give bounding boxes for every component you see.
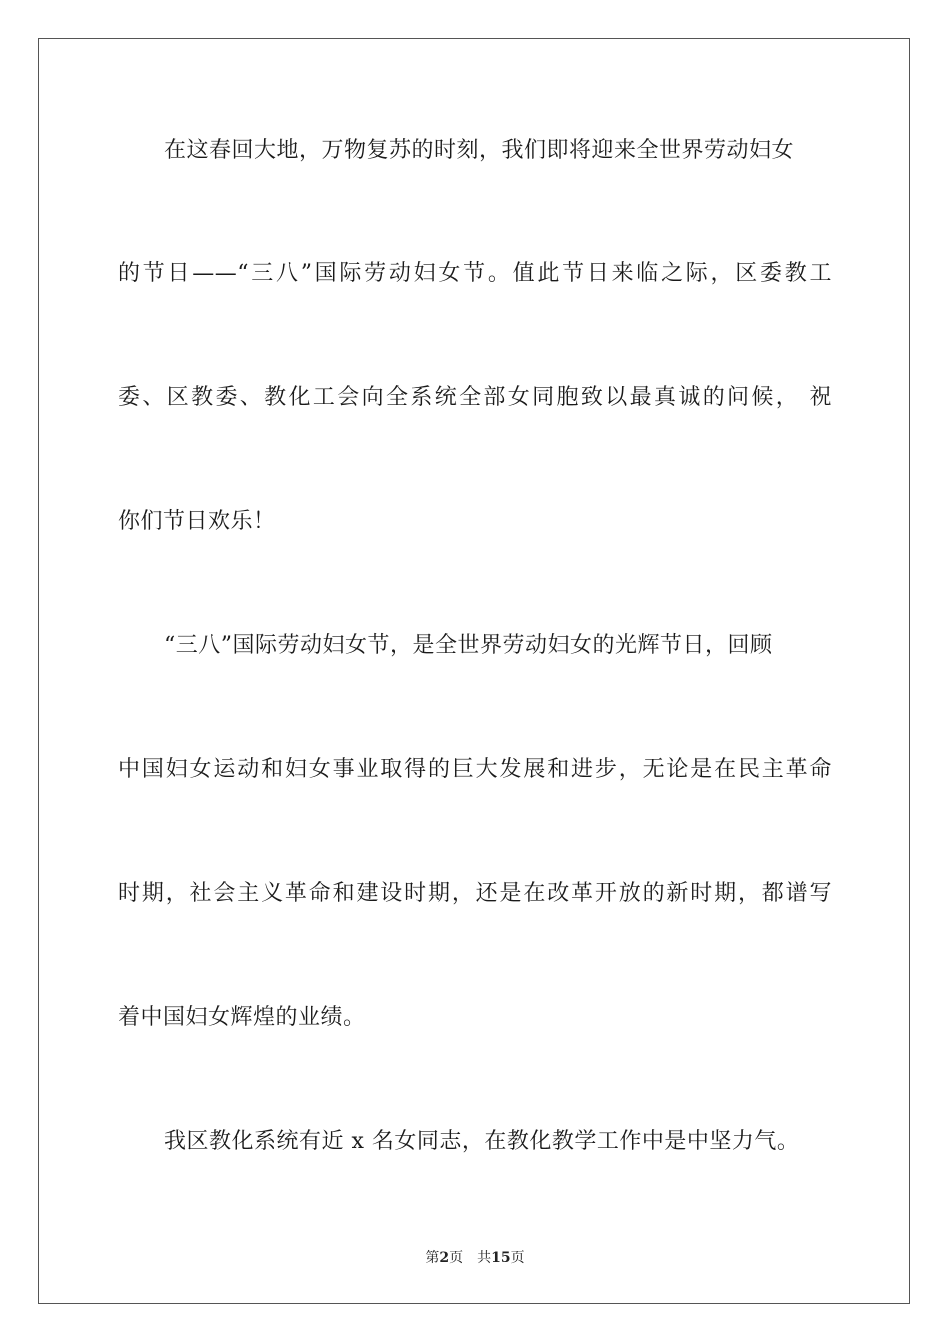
paragraph-1-line-3: 委、区教委、教化工会向全系统全部女同胞致以最真诚的问候， 祝 <box>118 385 832 410</box>
paragraph-3-line-1: 我区教化系统有近 x 名女同志，在教化教学工作中是中坚力气。 <box>164 1129 800 1154</box>
page-footer <box>0 1248 950 1268</box>
paragraph-1-line-1: 在这春回大地，万物复苏的时刻，我们即将迎来全世界劳动妇女 <box>164 138 795 163</box>
page-suffix: 页 <box>449 1250 464 1266</box>
page-border <box>38 38 910 1304</box>
paragraph-2-line-4: 着中国妇女辉煌的业绩。 <box>118 1005 366 1030</box>
paragraph-1-line-2: 的节日——“三八”国际劳动妇女节。值此节日来临之际，区委教工 <box>118 261 832 286</box>
page-number: 2 <box>439 1250 450 1266</box>
paragraph-2-line-1: “三八”国际劳动妇女节，是全世界劳动妇女的光辉节日，回顾 <box>164 633 773 658</box>
paragraph-2-line-3: 时期，社会主义革命和建设时期，还是在改革开放的新时期，都谱写 <box>118 881 832 906</box>
total-suffix: 页 <box>510 1250 525 1266</box>
page-prefix: 第 <box>425 1250 440 1266</box>
total-prefix: 共 <box>477 1250 492 1266</box>
paragraph-2-line-2: 中国妇女运动和妇女事业取得的巨大发展和进步，无论是在民主革命 <box>118 757 832 782</box>
paragraph-1-line-4: 你们节日欢乐！ <box>118 509 276 534</box>
total-pages: 15 <box>491 1250 511 1266</box>
